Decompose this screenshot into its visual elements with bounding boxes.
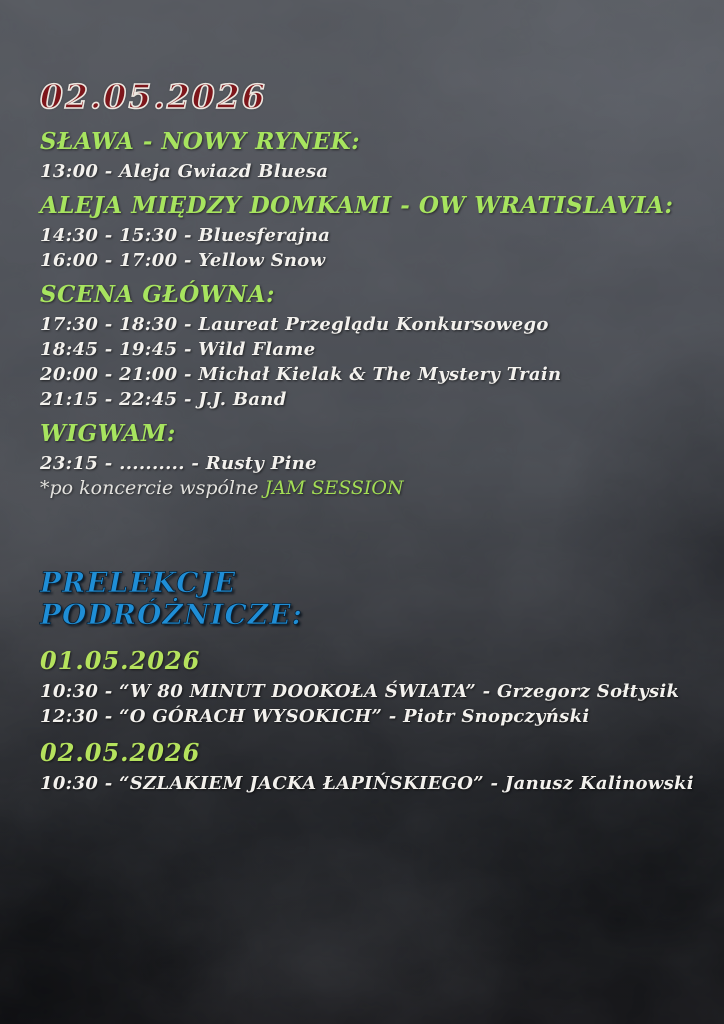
lecture-day-02-05 xyxy=(40,739,694,796)
note-jam-session: JAM SESSION xyxy=(264,477,404,499)
jam-session-note xyxy=(40,476,694,500)
lectures-heading-line2: PODRÓŻNICZE: xyxy=(40,598,303,631)
section-aleja-miedzy-domkami xyxy=(40,192,694,273)
lecture-line: 12:30 - “O GÓRACH WYSOKICH” - Piotr Snopczyński xyxy=(40,706,590,727)
lecture-day-01-05 xyxy=(40,647,694,729)
lecture-line: 10:30 - “W 80 MINUT DOOKOŁA ŚWIATA” - Grzegorz Sołtysik xyxy=(40,681,680,702)
section-slawa-nowy-rynek xyxy=(40,128,694,184)
event-line: 21:15 - 22:45 - J.J. Band xyxy=(40,389,287,410)
section-title: SCENA GŁÓWNA: xyxy=(40,281,276,308)
lecture-date: 01.05.2026 xyxy=(40,646,201,675)
poster-date-heading: 02.05.2026 xyxy=(40,77,267,116)
event-line: 17:30 - 18:30 - Laureat Przeglądu Konkursowego xyxy=(40,314,549,335)
lecture-line: 10:30 - “SZLAKIEM JACKA ŁAPIŃSKIEGO” - Janusz Kalinowski xyxy=(40,773,694,794)
event-line: 23:15 - .......... - Rusty Pine xyxy=(40,453,317,474)
section-title: ALEJA MIĘDZY DOMKAMI - OW WRATISLAVIA: xyxy=(40,192,674,219)
lectures-heading-line1: PRELEKCJE xyxy=(40,566,237,599)
event-line: 18:45 - 19:45 - Wild Flame xyxy=(40,339,316,360)
note-prefix: *po koncercie wspólne xyxy=(40,477,265,499)
section-title: WIGWAM: xyxy=(40,420,176,447)
section-wigwam xyxy=(40,420,694,500)
lecture-date: 02.05.2026 xyxy=(40,738,201,767)
lectures-heading xyxy=(40,567,694,631)
event-line: 16:00 - 17:00 - Yellow Snow xyxy=(40,250,326,271)
event-line: 14:30 - 15:30 - Bluesferajna xyxy=(40,225,331,246)
event-line: 20:00 - 21:00 - Michał Kielak & The Mystery Train xyxy=(40,364,562,385)
event-line: 13:00 - Aleja Gwiazd Bluesa xyxy=(40,161,329,182)
section-scena-glowna xyxy=(40,281,694,412)
section-title: SŁAWA - NOWY RYNEK: xyxy=(40,128,361,155)
